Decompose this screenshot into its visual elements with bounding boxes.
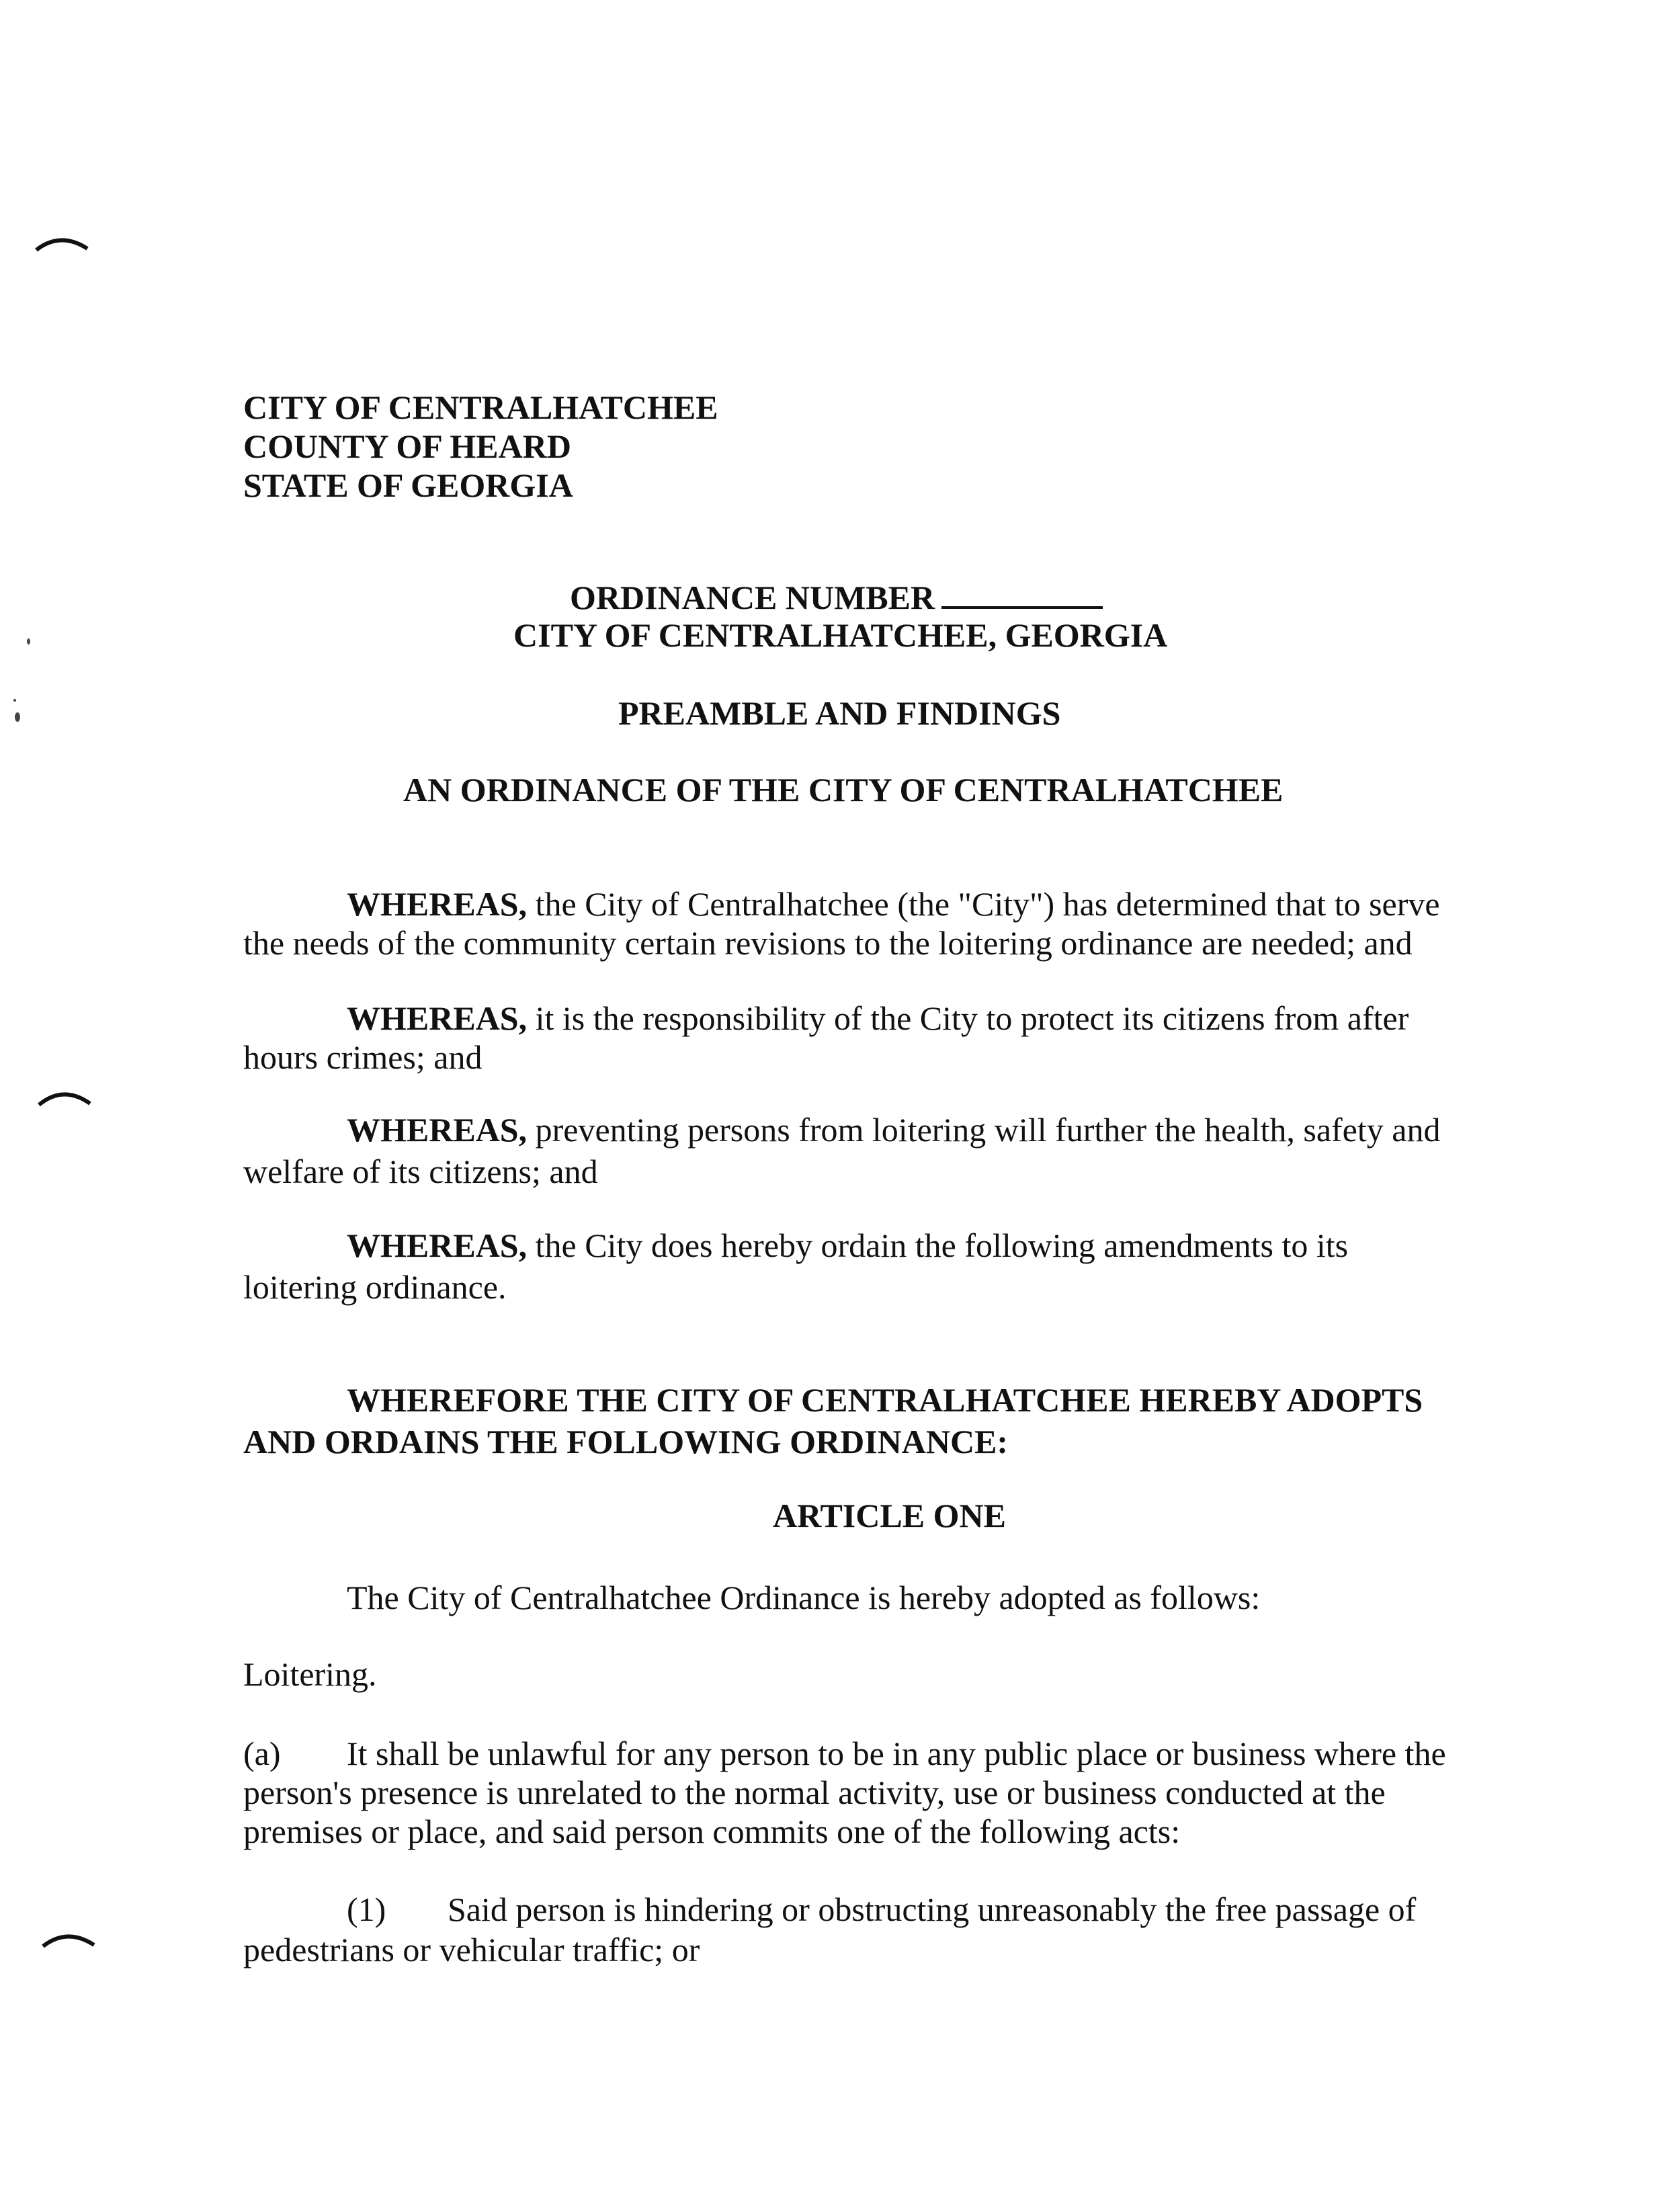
ordinance-number-blank — [941, 579, 1103, 609]
item-1-line1: Said person is hindering or obstructing unreasonably the free passage of — [448, 1891, 1417, 1928]
para-a-line3: premises or place, and said person commits one of the following acts: — [243, 1813, 1181, 1850]
whereas-2-line2: hours crimes; and — [243, 1038, 482, 1076]
para-a-line1: It shall be unlawful for any person to be in any public place or business where the — [347, 1735, 1446, 1772]
preamble-heading: PREAMBLE AND FINDINGS — [618, 694, 1061, 732]
wherefore-line2: AND ORDAINS THE FOLLOWING ORDINANCE: — [243, 1423, 1009, 1460]
article-heading: ARTICLE ONE — [773, 1497, 1006, 1534]
whereas-3-line2: welfare of its citizens; and — [243, 1153, 598, 1190]
whereas-1-line2: the needs of the community certain revisions to the loitering ordinance are needed; and — [243, 924, 1413, 962]
whereas-3-line1 — [347, 1109, 1440, 1151]
header-city: CITY OF CENTRALHATCHEE — [243, 388, 718, 426]
whereas-1-text: the City of Centralhatchee (the "City") has determined that to serve — [527, 885, 1440, 923]
whereas-2-line1 — [347, 997, 1409, 1039]
ordinance-number-label: ORDINANCE NUMBER — [570, 579, 935, 616]
whereas-keyword: WHEREAS, — [347, 999, 528, 1037]
whereas-1-line1 — [347, 883, 1440, 925]
item-1-line2: pedestrians or vehicular traffic; or — [243, 1931, 700, 1968]
whereas-3-text: preventing persons from loitering will further the health, safety and — [527, 1111, 1441, 1149]
whereas-keyword: WHEREAS, — [347, 1111, 528, 1149]
whereas-4-line1 — [347, 1225, 1348, 1266]
section-title: Loitering. — [243, 1655, 377, 1693]
punch-hole-mark-2 — [36, 1082, 93, 1109]
para-a-line2: person's presence is unrelated to the normal activity, use or business conducted at the — [243, 1774, 1386, 1811]
ordinance-number-line — [570, 577, 1103, 618]
header-state: STATE OF GEORGIA — [243, 466, 573, 504]
article-intro: The City of Centralhatchee Ordinance is hereby adopted as follows: — [347, 1579, 1261, 1616]
title-city-state: CITY OF CENTRALHATCHEE, GEORGIA — [513, 616, 1168, 654]
scan-speck — [15, 712, 20, 722]
whereas-keyword: WHEREAS, — [347, 1227, 528, 1264]
scan-speck — [27, 638, 30, 645]
wherefore-line1: WHEREFORE THE CITY OF CENTRALHATCHEE HEREBY ADOPTS — [347, 1381, 1423, 1419]
scan-speck — [13, 699, 16, 702]
item-1-label: (1) — [347, 1891, 386, 1928]
whereas-4-text: the City does hereby ordain the following amendments to its — [527, 1227, 1349, 1264]
punch-hole-mark-1 — [34, 229, 90, 255]
header-county: COUNTY OF HEARD — [243, 427, 571, 465]
ordinance-of-heading: AN ORDINANCE OF THE CITY OF CENTRALHATCHEE — [403, 771, 1284, 808]
punch-hole-mark-3 — [40, 1923, 97, 1950]
para-a-label: (a) — [243, 1735, 281, 1772]
whereas-4-line2: loitering ordinance. — [243, 1268, 507, 1306]
whereas-keyword: WHEREAS, — [347, 885, 528, 923]
whereas-2-text: it is the responsibility of the City to protect its citizens from after — [527, 999, 1409, 1037]
